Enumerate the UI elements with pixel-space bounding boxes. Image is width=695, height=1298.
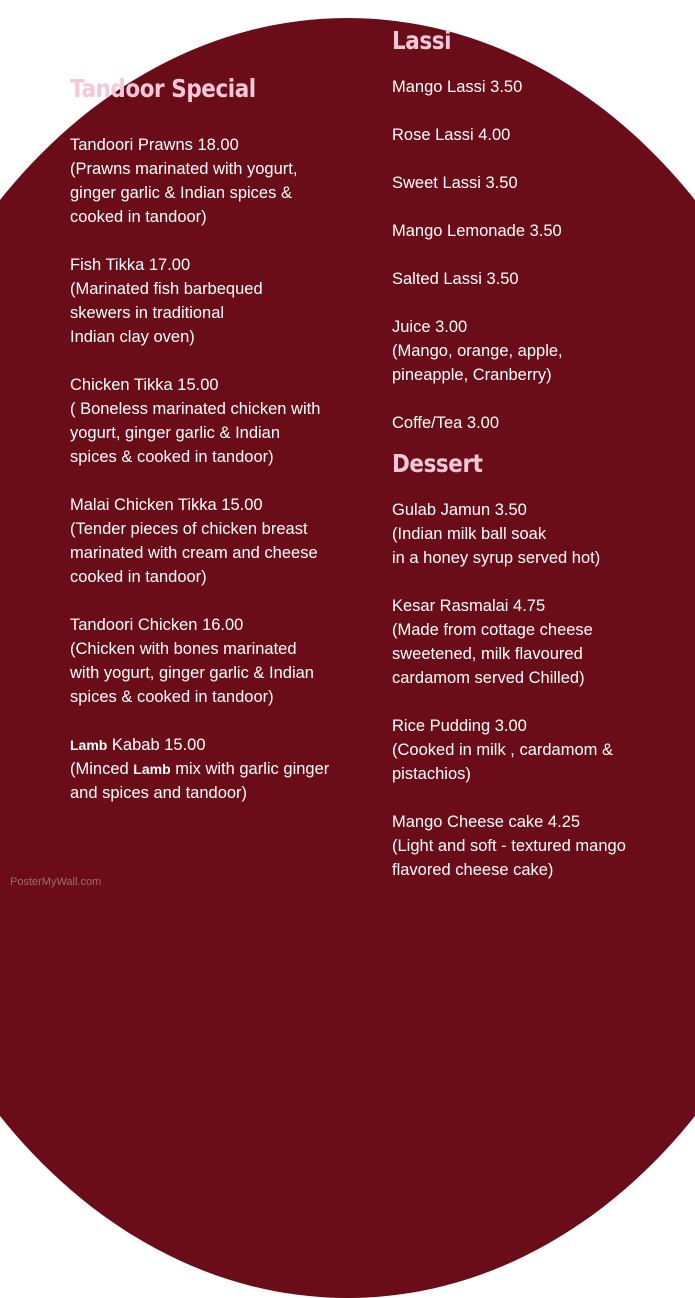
item-line: flavored cheese cake) — [392, 861, 554, 879]
lamb-word: Lamb — [133, 761, 171, 777]
item-line: Fish Tikka 17.00 — [70, 256, 191, 274]
item-line: Mango Lassi 3.50 — [392, 78, 523, 96]
item-line: pistachios) — [392, 765, 471, 783]
menu-item — [392, 810, 692, 882]
item-line: cardamom served Chilled) — [392, 669, 585, 687]
item-line-text: (Minced — [70, 760, 134, 778]
item-line-text: Kabab 15.00 — [107, 736, 206, 754]
item-line: Rose Lassi 4.00 — [392, 126, 511, 144]
item-line: Sweet Lassi 3.50 — [392, 174, 518, 192]
dessert-items-list — [392, 498, 692, 882]
item-line: Tandoori Chicken 16.00 — [70, 616, 244, 634]
dessert-heading: Dessert — [392, 449, 483, 478]
item-line: cooked in tandoor) — [70, 568, 207, 586]
menu-item — [392, 411, 692, 435]
item-line: ( Boneless marinated chicken with — [70, 400, 321, 418]
item-line: Chicken Tikka 15.00 — [70, 376, 219, 394]
item-line: spices & cooked in tandoor) — [70, 688, 274, 706]
menu-item-lamb-kabab — [70, 733, 370, 805]
tandoor-items-list — [70, 133, 370, 709]
item-line: Rice Pudding 3.00 — [392, 717, 527, 735]
item-line: (Prawns marinated with yogurt, — [70, 160, 298, 178]
item-line: (Marinated fish barbequed — [70, 280, 263, 298]
item-line: Salted Lassi 3.50 — [392, 270, 519, 288]
item-line: (Mango, orange, apple, — [392, 342, 563, 360]
item-line: skewers in traditional — [70, 304, 225, 322]
menu-item — [392, 75, 692, 99]
menu-item — [70, 493, 370, 589]
item-line: in a honey syrup served hot) — [392, 549, 601, 567]
menu-item — [392, 267, 692, 291]
menu-item — [392, 594, 692, 690]
item-line-text: mix with garlic ginger — [170, 760, 330, 778]
item-line: Kesar Rasmalai 4.75 — [392, 597, 546, 615]
item-line: (Indian milk ball soak — [392, 525, 547, 543]
item-line: spices & cooked in tandoor) — [70, 448, 274, 466]
menu-item — [392, 171, 692, 195]
item-line — [70, 733, 370, 757]
item-line: Indian clay oven) — [70, 328, 195, 346]
item-line: (Light and soft - textured mango — [392, 837, 626, 855]
item-line: Juice 3.00 — [392, 318, 468, 336]
lassi-items-list — [392, 75, 692, 435]
item-line: with yogurt, ginger garlic & Indian — [70, 664, 314, 682]
item-line: Malai Chicken Tikka 15.00 — [70, 496, 263, 514]
item-line: Mango Lemonade 3.50 — [392, 222, 562, 240]
menu-item — [392, 498, 692, 570]
tandoor-special-heading: Tandoor Special — [70, 74, 256, 103]
menu-item — [392, 123, 692, 147]
item-line: ginger garlic & Indian spices & — [70, 184, 292, 202]
item-line: sweetened, milk flavoured — [392, 645, 583, 663]
menu-item — [70, 133, 370, 229]
item-line: pineapple, Cranberry) — [392, 366, 552, 384]
item-line: cooked in tandoor) — [70, 208, 207, 226]
menu-item — [392, 315, 692, 387]
item-line: (Cooked in milk , cardamom & — [392, 741, 613, 759]
menu-item — [392, 219, 692, 243]
item-line — [70, 757, 370, 781]
item-line: (Chicken with bones marinated — [70, 640, 297, 658]
menu-item — [392, 714, 692, 786]
item-line: Coffe/Tea 3.00 — [392, 414, 500, 432]
item-line: (Tender pieces of chicken breast — [70, 520, 308, 538]
menu-item — [70, 253, 370, 349]
menu-item — [70, 613, 370, 709]
lassi-heading: Lassi — [392, 26, 452, 55]
lamb-word: Lamb — [70, 737, 108, 753]
item-line: and spices and tandoor) — [70, 784, 248, 802]
item-line: Mango Cheese cake 4.25 — [392, 813, 581, 831]
item-line: marinated with cream and cheese — [70, 544, 318, 562]
menu-item — [70, 373, 370, 469]
watermark-text: PosterMyWall.com — [10, 876, 102, 888]
item-line: yogurt, ginger garlic & Indian — [70, 424, 281, 442]
item-line: Gulab Jamun 3.50 — [392, 501, 527, 519]
drinks-dessert-column — [392, 26, 692, 906]
item-line: (Made from cottage cheese — [392, 621, 593, 639]
tandoor-special-column — [70, 74, 370, 829]
item-line: Tandoori Prawns 18.00 — [70, 136, 239, 154]
